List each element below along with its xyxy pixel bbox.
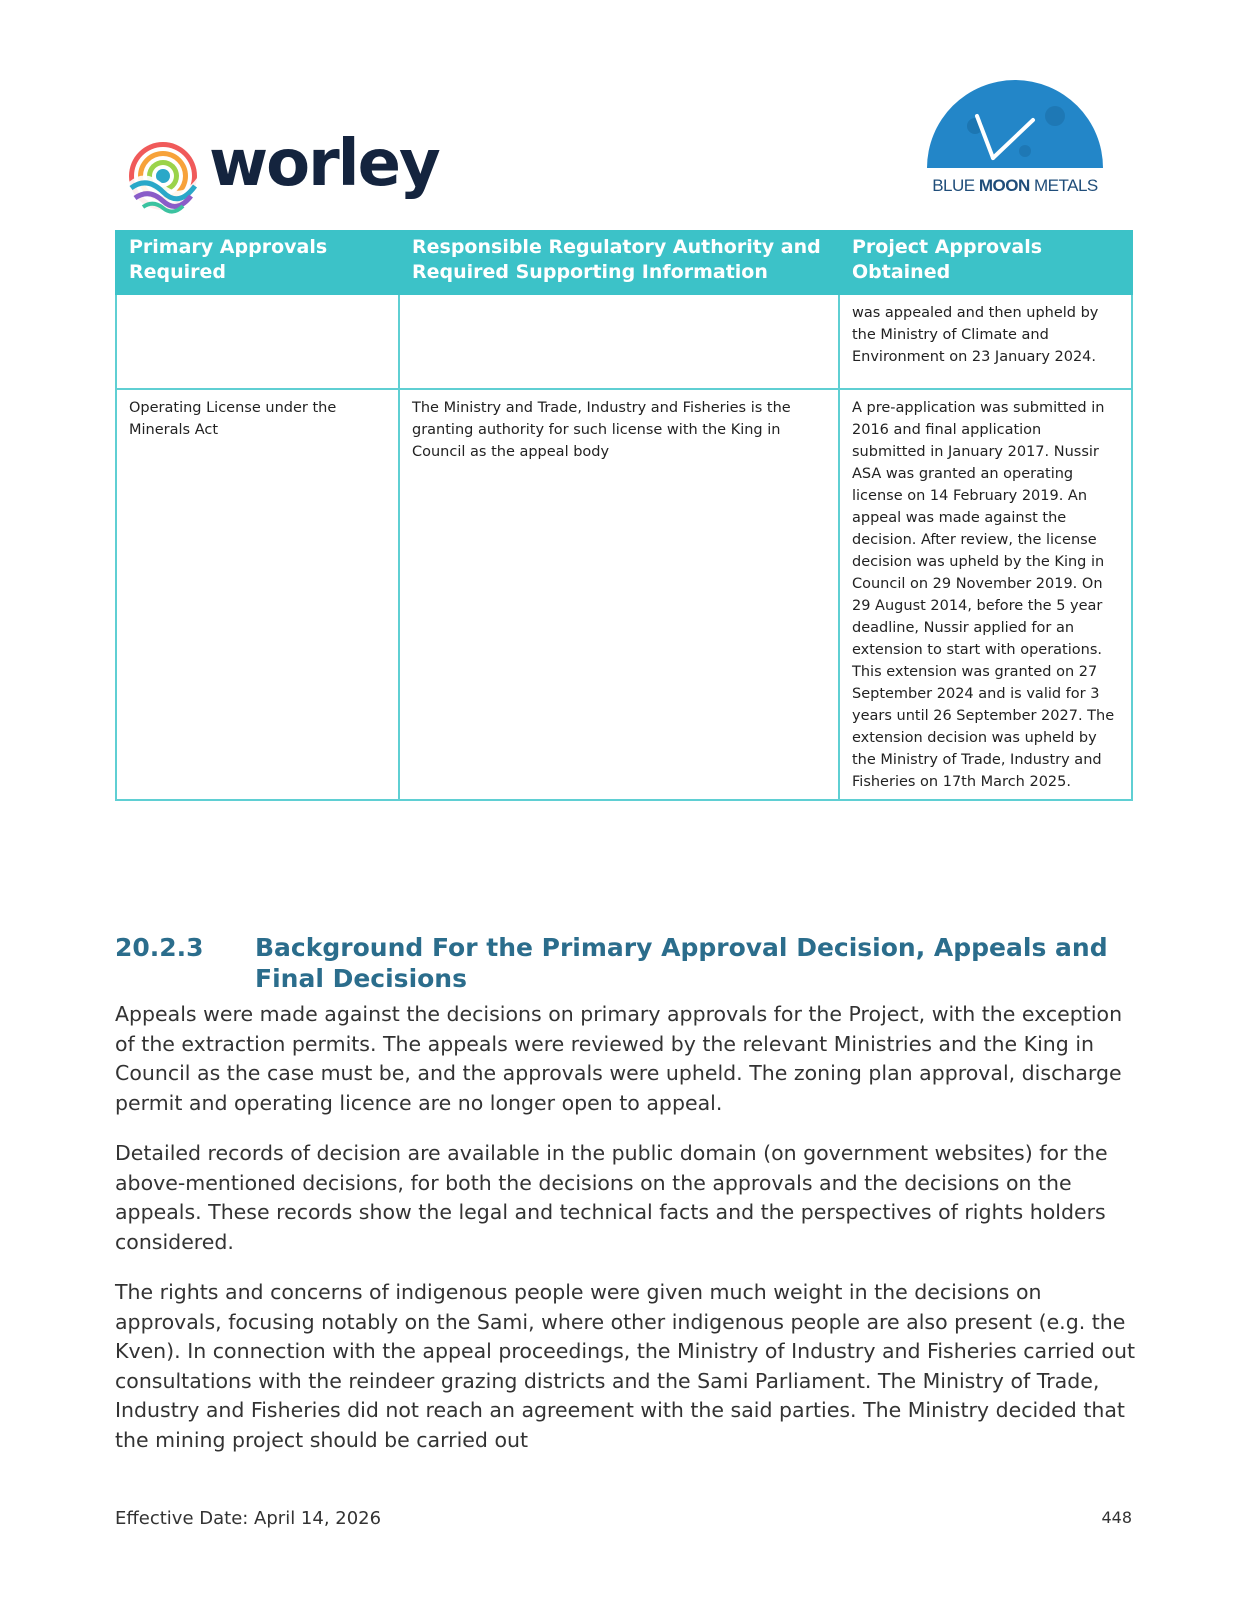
column-header-approvals-obtained: Project Approvals Obtained <box>839 231 1132 294</box>
section-number: 20.2.3 <box>115 933 204 962</box>
section-title: Background For the Primary Approval Decision, Appeals and Final Decisions <box>255 933 1108 993</box>
authority-cell: The Ministry and Trade, Industry and Fisheries is the granting authority for such license with the King in Council as the appeal body <box>399 389 839 800</box>
column-header-primary-approvals: Primary Approvals Required <box>116 231 399 294</box>
body-paragraph: Appeals were made against the decisions on primary approvals for the Project, with the exception of the extraction permits. The appeals were reviewed by the relevant Ministries and the King in Council as the case must be, and the approvals were upheld. The zoning plan approval, discharge permit and operating licence are no longer open to appeal. <box>115 1002 1123 1115</box>
column-header-regulatory-authority: Responsible Regulatory Authority and Required Supporting Information <box>399 231 839 294</box>
moon-clock-icon <box>915 76 1115 171</box>
logo-word-metals: METALS <box>1034 176 1098 195</box>
body-paragraph: Detailed records of decision are available in the public domain (on government websites) for the above-mentioned decisions, for both the decisions on the approvals and the decisions on the appeals. These records show the legal and technical facts and the perspectives of rights holders considered. <box>115 1141 1108 1254</box>
blue-moon-metals-logo-text <box>915 176 1115 196</box>
table-row <box>116 294 1132 389</box>
worley-swirl-icon <box>125 138 201 214</box>
table-row <box>116 389 1132 800</box>
worley-logo-text: worley <box>209 127 439 201</box>
logo-word-blue: BLUE <box>932 176 975 195</box>
table-header-row <box>116 231 1132 294</box>
logo-word-moon: MOON <box>978 176 1030 195</box>
authority-cell <box>399 294 839 389</box>
approvals-table <box>115 230 1133 801</box>
obtained-cell: A pre-application was submitted in 2016 and final application submitted in January 2017. Nussir ASA was granted an operating license on 14 February 2019. An appeal was made against the decision. After review, the license decision was upheld by the King in Council on 29 November 2019. On 29 August 2014, before the 5 year deadline, Nussir applied for an extension to start with operations. This extension was granted on 27 September 2024 and is valid for 3 years until 26 September 2027. The extension decision was upheld by the Ministry of Trade, Industry and Fisheries on 17th March 2025. <box>839 389 1132 800</box>
approval-cell: Operating License under the Minerals Act <box>116 389 399 800</box>
body-paragraph: The rights and concerns of indigenous people were given much weight in the decisions on approvals, focusing notably on the Sami, where other indigenous people are also present (e.g. the Kven). In connection with the appeal proceedings, the Ministry of Industry and Fisheries carried out consultations with the reindeer grazing districts and the Sami Parliament. The Ministry of Trade, Industry and Fisheries did not reach an agreement with the said parties. The Ministry decided that the mining project should be carried out <box>115 1280 1136 1452</box>
approval-cell <box>116 294 399 389</box>
worley-logo <box>125 127 445 215</box>
footer-effective-date: Effective Date: April 14, 2026 <box>115 1508 382 1529</box>
footer-page-number: 448 <box>1101 1508 1132 1527</box>
blue-moon-metals-logo <box>915 76 1115 201</box>
obtained-cell: was appealed and then upheld by the Ministry of Climate and Environment on 23 January 2024. <box>839 294 1132 389</box>
